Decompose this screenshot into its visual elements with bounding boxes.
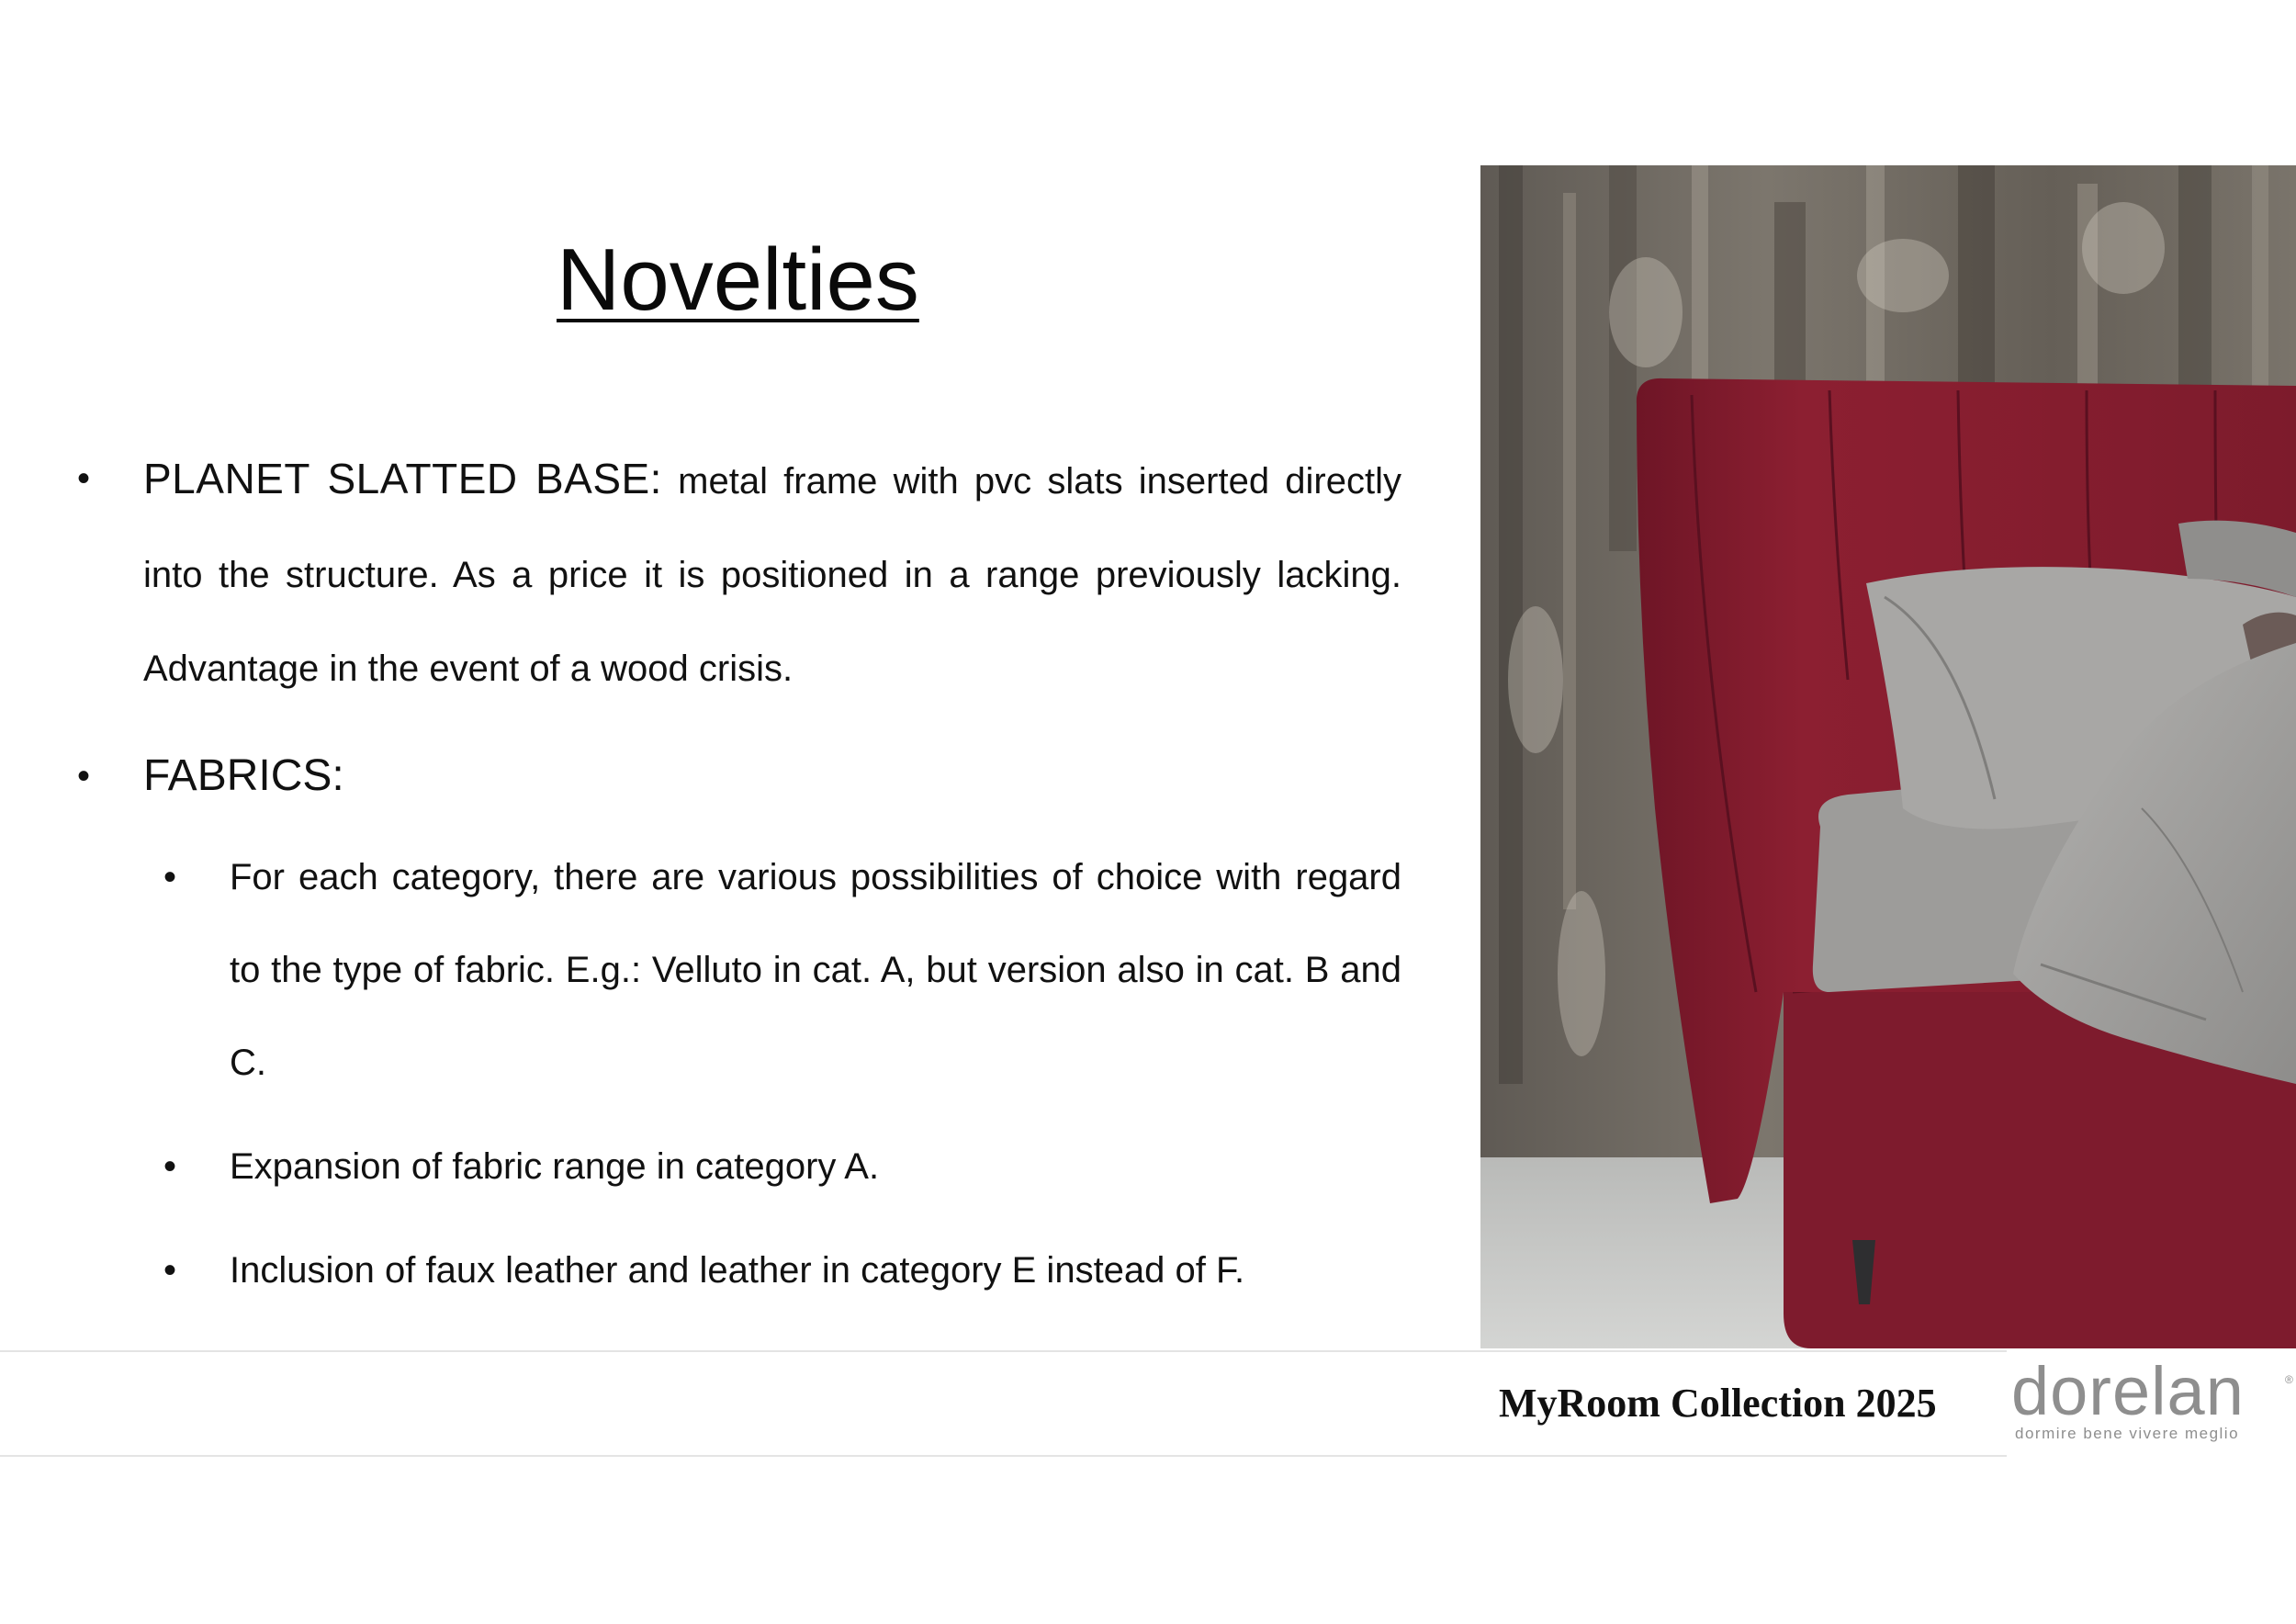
bullet-icon: •	[163, 1250, 177, 1291]
bullet-icon: •	[163, 857, 177, 897]
logo-wordmark: dorelan	[2011, 1361, 2245, 1429]
sub-item	[163, 1121, 1401, 1213]
bullet-icon: •	[163, 1146, 177, 1187]
list-item-slatted-base	[77, 432, 1401, 716]
bullet-icon: •	[77, 756, 91, 796]
list-item-fabrics	[77, 730, 1401, 822]
sub-item	[163, 831, 1401, 1110]
item-lead: FABRICS:	[143, 751, 344, 800]
bullet-icon: •	[77, 458, 91, 499]
dorelan-logo	[2009, 1361, 2296, 1446]
sub-item-text: For each category, there are various possibilities of choice with regard to the type of fabric. E.g.: Velluto in cat. A, but version also in cat. B and C.	[230, 857, 1401, 1083]
content-list	[77, 432, 1401, 1317]
sub-item	[163, 1224, 1401, 1317]
logo-tagline: dormire bene vivere meglio	[2015, 1425, 2240, 1442]
sub-item-text: Expansion of fabric range in category A.	[230, 1146, 880, 1187]
svg-text:®: ®	[2285, 1373, 2293, 1386]
bed-photo	[1480, 165, 2296, 1348]
item-lead: PLANET SLATTED BASE:	[143, 455, 662, 502]
sub-item-text: Inclusion of faux leather and leather in category E instead of F.	[230, 1250, 1245, 1291]
item-text: metal frame with pvc slats inserted directly into the structure. As a price it is positioned in a range previously lacking. Advantage in the event of a wood crisis.	[143, 461, 1401, 689]
footer-collection: MyRoom Collection 2025	[1499, 1381, 1937, 1426]
slide-title: Novelties	[557, 231, 919, 329]
